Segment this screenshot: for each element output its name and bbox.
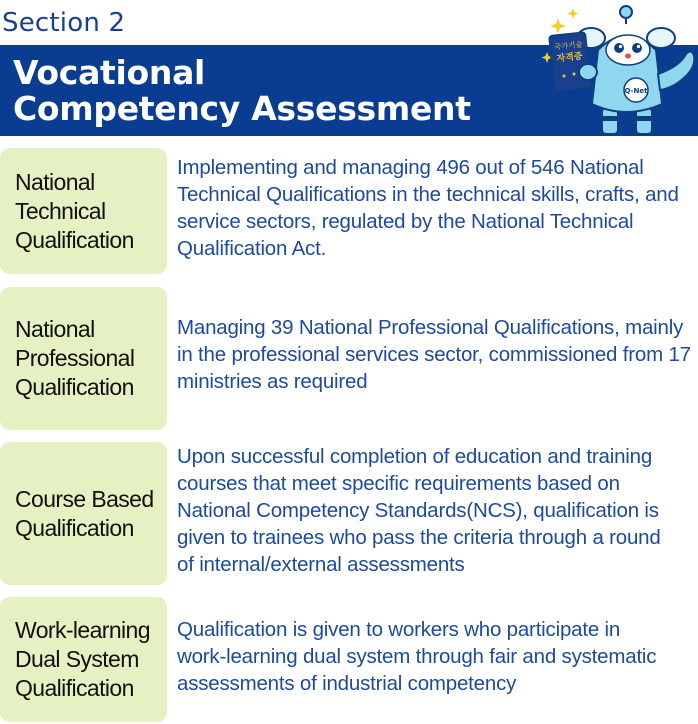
category-description [177,616,656,697]
description-line: courses that meet specific requirements based on [177,472,620,495]
category-description [177,154,679,262]
category-description [177,314,691,395]
category-label [0,616,150,703]
description-line: of internal/external assessments [177,553,465,576]
badge-text: Q-Net [624,87,648,95]
category-box [0,148,167,274]
description-line: Qualification is given to workers who participate in [177,618,621,641]
page-title-line-2: Competency Assessment [13,89,471,128]
description-line: in the professional services sector, commissioned from 17 [177,343,691,366]
description-line: Technical Qualifications in the technical skills, crafts, and [177,183,679,206]
category-label-line: Qualification [15,374,134,400]
category-label-line: Dual System [15,646,139,672]
description-line: assessments of industrial competency [177,672,517,695]
description-line: work-learning dual system through fair and systematic [177,645,657,668]
category-box [0,597,167,722]
page-title-line-1: Vocational [13,53,206,92]
category-label-line: Technical [15,197,106,224]
category-label-line: Qualification [15,514,134,541]
category-label-line: Professional [15,345,135,371]
page-title [13,55,471,127]
category-box [0,287,167,430]
category-description [177,443,661,578]
category-label [0,315,134,402]
category-label-line: National [15,168,95,195]
category-label-line: Qualification [15,226,134,253]
description-line: Qualification Act. [177,237,327,260]
category-label [0,168,134,255]
description-line: Managing 39 National Professional Qualifications, mainly [177,316,684,339]
description-line: given to trainees who pass the criteria through a round [177,526,661,549]
category-label-line: National [15,316,95,342]
description-line: service sectors, regulated by the National Technical [177,210,634,233]
card-text-line-2: 자격증 [556,51,584,65]
section-label: Section 2 [2,8,126,38]
description-line: Upon successful completion of education and training [177,445,653,468]
category-label-line: Qualification [15,675,134,701]
description-line: National Competency Standards(NCS), qualification is [177,499,659,522]
category-label-line: Work-learning [15,617,150,643]
description-line: Implementing and managing 496 out of 546 National [177,156,644,179]
card-text-line-1: 국가기술 [553,39,584,52]
category-label [0,485,154,543]
description-line: ministries as required [177,370,368,393]
q-net-mascot-illustration [540,4,698,138]
category-box [0,442,167,585]
category-label-line: Course Based [15,485,154,512]
